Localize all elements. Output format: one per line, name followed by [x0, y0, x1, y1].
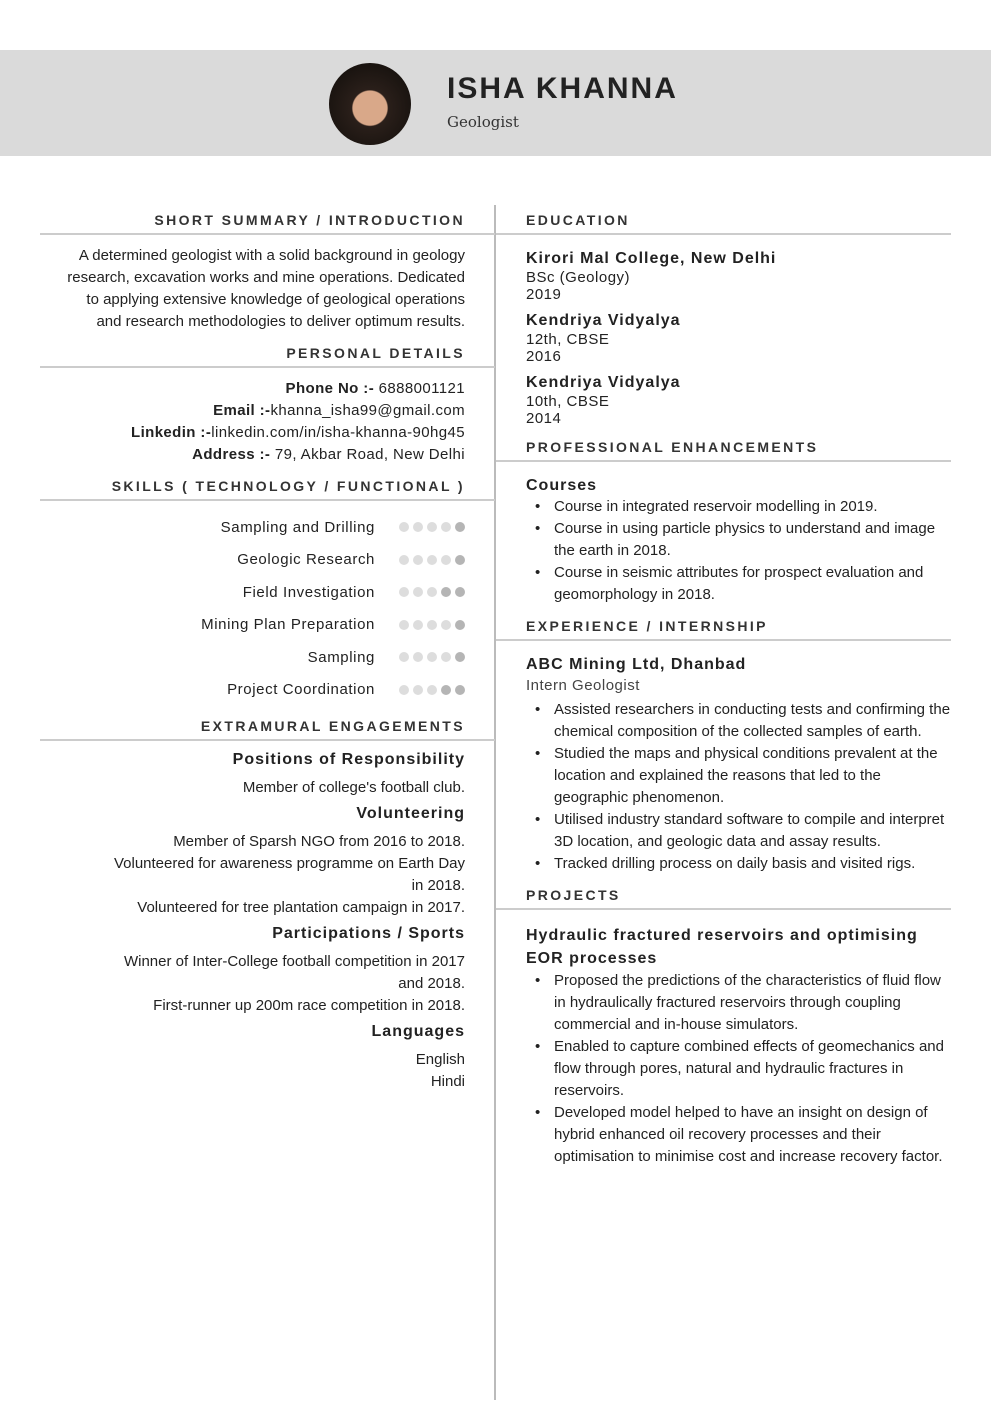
- right-column: [526, 200, 951, 1174]
- candidate-title: Geologist: [447, 113, 519, 131]
- rating-dot: [399, 555, 409, 565]
- skill-rating: [399, 685, 465, 695]
- skill-name: Project Coordination: [227, 681, 375, 699]
- extramural-group-title: Languages: [371, 1023, 465, 1040]
- bullet-item: • Course in seismic attributes for prospect evaluation and geomorphology in 2018.: [526, 562, 951, 606]
- bullet-item: • Course in integrated reservoir modelling in 2019.: [526, 496, 951, 518]
- skill-name: Field Investigation: [242, 583, 375, 601]
- education-entry: [526, 249, 951, 303]
- section-heading-experience: EXPERIENCE / INTERNSHIP: [496, 618, 951, 641]
- extramural-group-title: Volunteering: [356, 805, 465, 822]
- rating-dot: [441, 522, 451, 532]
- personal-detail-value: 6888001121: [374, 380, 465, 397]
- personal-detail-label: Address :-: [192, 446, 271, 463]
- education-entry: [526, 311, 951, 365]
- bullet-item: • Enabled to capture combined effects of geomechanics and flow through pores, natural and hydraulic fractures in reservoirs.: [526, 1036, 951, 1102]
- personal-detail-value: khanna_isha99@gmail.com: [270, 402, 465, 419]
- courses-subheading: Courses: [526, 477, 598, 494]
- skill-row: [40, 576, 465, 609]
- degree: BSc (Geology): [526, 269, 631, 286]
- personal-detail-label: Email :-: [213, 402, 271, 419]
- skill-rating: [399, 587, 465, 597]
- personal-detail-row: [40, 378, 465, 400]
- bullet-item: • Assisted researchers in conducting tests and confirming the chemical composition of the collected samples of earth.: [526, 699, 951, 743]
- extramural-group-title: Participations / Sports: [272, 925, 465, 942]
- project-title: Hydraulic fractured reservoirs and optimising EOR processes: [526, 927, 918, 967]
- resume-header: [0, 50, 991, 156]
- personal-detail-row: [40, 444, 465, 466]
- personal-detail-row: [40, 400, 465, 422]
- school-name: Kendriya Vidyalya: [526, 374, 681, 391]
- year: 2016: [526, 348, 562, 365]
- bullet-item: • Tracked drilling process on daily basis and visited rigs.: [526, 853, 951, 875]
- rating-dot: [427, 522, 437, 532]
- section-heading-summary: SHORT SUMMARY / INTRODUCTION: [40, 212, 495, 235]
- skill-name: Mining Plan Preparation: [201, 616, 375, 634]
- extramural-line: Member of Sparsh NGO from 2016 to 2018.: [173, 833, 465, 850]
- extramural-group-lines: [40, 951, 465, 1017]
- skill-name: Sampling and Drilling: [220, 518, 375, 536]
- rating-dot: [441, 587, 451, 597]
- bullet-item: • Course in using particle physics to understand and image the earth in 2018.: [526, 518, 951, 562]
- rating-dot: [427, 587, 437, 597]
- skill-rating: [399, 652, 465, 662]
- bullet-item: • Proposed the predictions of the characteristics of fluid flow in hydraulically fractured reservoirs through coupling commercial and in-house simulators.: [526, 970, 951, 1036]
- rating-dot: [455, 620, 465, 630]
- section-heading-extramural: EXTRAMURAL ENGAGEMENTS: [40, 718, 495, 741]
- section-heading-enhancements: PROFESSIONAL ENHANCEMENTS: [496, 439, 951, 462]
- skill-row: [40, 511, 465, 544]
- rating-dot: [413, 555, 423, 565]
- rating-dot: [441, 685, 451, 695]
- rating-dot: [455, 587, 465, 597]
- skill-row: [40, 609, 465, 642]
- skill-rating: [399, 620, 465, 630]
- rating-dot: [427, 652, 437, 662]
- rating-dot: [413, 652, 423, 662]
- school-name: Kirori Mal College, New Delhi: [526, 250, 777, 267]
- bullet-item: • Utilised industry standard software to compile and interpret 3D location, and geologic data and assay results.: [526, 809, 951, 853]
- rating-dot: [427, 685, 437, 695]
- degree: 10th, CBSE: [526, 393, 610, 410]
- skill-row: [40, 674, 465, 707]
- rating-dot: [413, 685, 423, 695]
- extramural-line: Hindi: [430, 1073, 465, 1090]
- extramural-line: Winner of Inter-College football competition in 2017 and 2018.: [123, 953, 465, 992]
- extramural-group-lines: [40, 777, 465, 799]
- rating-dot: [413, 587, 423, 597]
- personal-detail-label: Phone No :-: [285, 380, 375, 397]
- rating-dot: [455, 522, 465, 532]
- section-heading-skills: SKILLS ( TECHNOLOGY / FUNCTIONAL ): [40, 478, 495, 501]
- rating-dot: [455, 652, 465, 662]
- extramural-line: Volunteered for tree plantation campaign in 2017.: [137, 899, 465, 916]
- candidate-name: ISHA KHANNA: [447, 72, 678, 105]
- extramural-line: First-runner up 200m race competition in 2018.: [153, 997, 465, 1014]
- year: 2019: [526, 286, 562, 303]
- extramural-line: Member of college's football club.: [242, 779, 465, 796]
- school-name: Kendriya Vidyalya: [526, 312, 681, 329]
- rating-dot: [455, 685, 465, 695]
- section-heading-projects: PROJECTS: [496, 887, 951, 910]
- skill-name: Geologic Research: [237, 551, 375, 569]
- rating-dot: [455, 555, 465, 565]
- rating-dot: [441, 652, 451, 662]
- section-heading-education: EDUCATION: [496, 212, 951, 235]
- skill-rating: [399, 522, 465, 532]
- rating-dot: [427, 620, 437, 630]
- section-heading-personal: PERSONAL DETAILS: [40, 345, 495, 368]
- skill-rating: [399, 555, 465, 565]
- skill-row: [40, 641, 465, 674]
- skill-row: [40, 544, 465, 577]
- year: 2014: [526, 410, 562, 427]
- degree: 12th, CBSE: [526, 331, 610, 348]
- education-entry: [526, 373, 951, 427]
- extramural-group-lines: [40, 1049, 465, 1093]
- skill-name: Sampling: [307, 648, 375, 666]
- extramural-line: English: [415, 1051, 465, 1068]
- rating-dot: [399, 685, 409, 695]
- rating-dot: [399, 522, 409, 532]
- personal-detail-row: [40, 422, 465, 444]
- job-role: Intern Geologist: [526, 677, 640, 694]
- extramural-group-title: Positions of Responsibility: [232, 751, 465, 768]
- personal-detail-value: 79, Akbar Road, New Delhi: [270, 446, 465, 463]
- personal-detail-label: Linkedin :-: [131, 424, 212, 441]
- rating-dot: [399, 652, 409, 662]
- left-column: [40, 200, 465, 1097]
- company-name: ABC Mining Ltd, Dhanbad: [526, 656, 747, 673]
- rating-dot: [399, 587, 409, 597]
- bullet-item: • Developed model helped to have an insight on design of hybrid enhanced oil recovery processes and their optimisation to minimise cost and increase recovery factor.: [526, 1102, 951, 1168]
- rating-dot: [441, 555, 451, 565]
- extramural-line: Volunteered for awareness programme on Earth Day in 2018.: [113, 855, 465, 894]
- profile-photo: [329, 63, 411, 145]
- personal-detail-value: linkedin.com/in/isha-khanna-90hg45: [211, 424, 465, 441]
- rating-dot: [399, 620, 409, 630]
- rating-dot: [427, 555, 437, 565]
- rating-dot: [413, 620, 423, 630]
- column-divider: [494, 205, 496, 1400]
- rating-dot: [413, 522, 423, 532]
- extramural-group-lines: [40, 831, 465, 919]
- bullet-item: • Studied the maps and physical conditions prevalent at the location and explained the reasons that led to the geographic phenomenon.: [526, 743, 951, 809]
- summary-text: A determined geologist with a solid background in geology research, excavation works and mine operations. Dedicated to applying extensive knowledge of geological operations and research methodologies to deliver optimum results.: [67, 247, 465, 330]
- rating-dot: [441, 620, 451, 630]
